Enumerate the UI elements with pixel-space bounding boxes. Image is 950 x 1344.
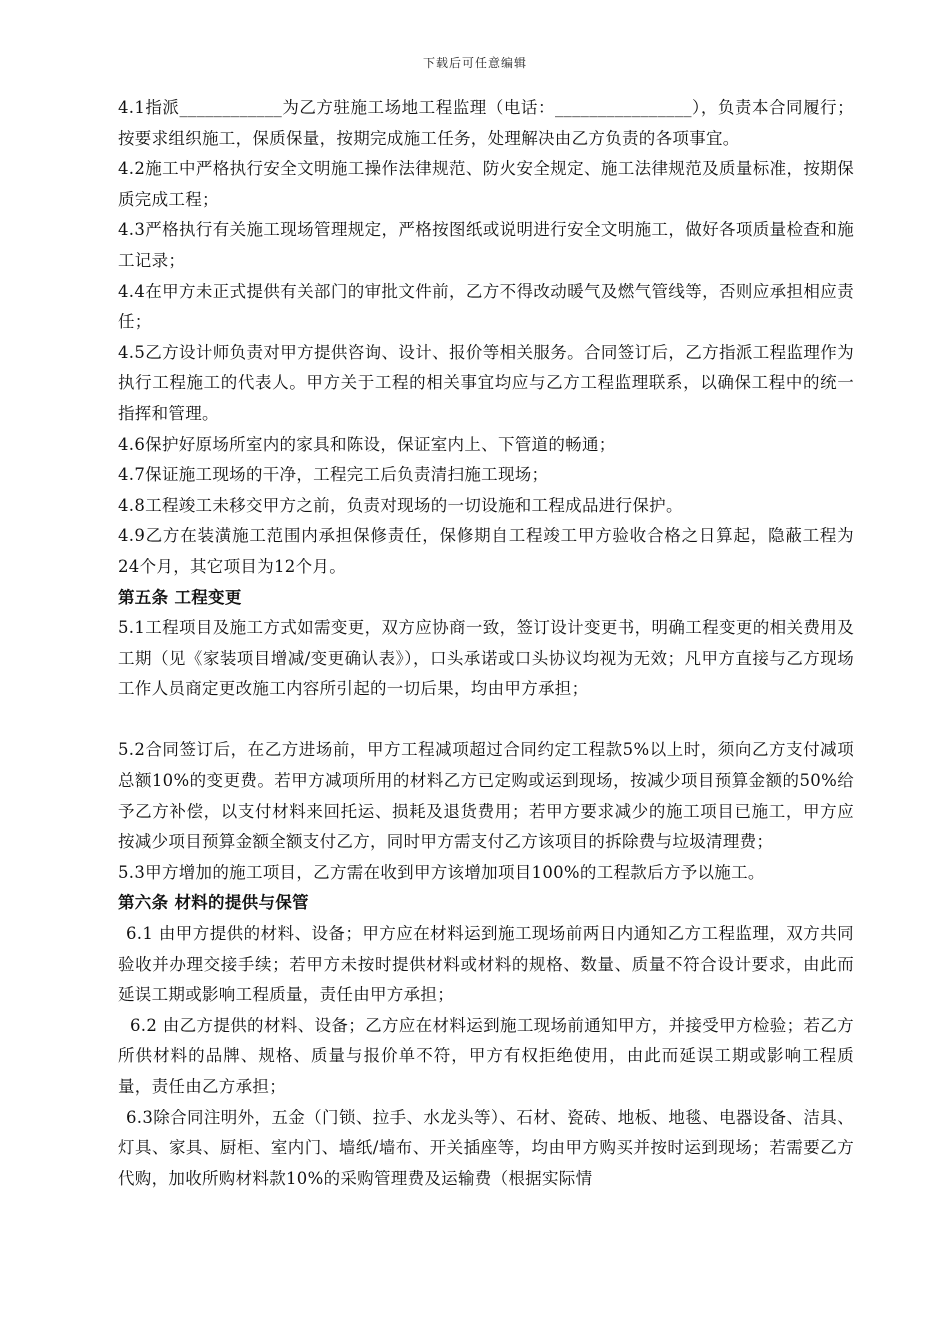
page-header: 下载后可任意编辑 (422, 56, 527, 70)
clause-4-5: 4.5乙方设计师负责对甲方提供咨询、设计、报价等相关服务。合同签订后，乙方指派工程监理作为执行工程施工的代表人。甲方关于工程的相关事宜均应与乙方工程监理联系，以确保工程中的统一指挥和管理。 (118, 342, 854, 423)
clause-4-9: 4.9乙方在装潢施工范围内承担保修责任，保修期自工程竣工甲方验收合格之日算起，隐蔽工程为24个月，其它项目为12个月。 (118, 526, 854, 576)
clause-5-3: 5.3甲方增加的施工项目，乙方需在收到甲方该增加项目100%的工程款后方予以施工。 (118, 862, 765, 882)
section-6-title: 第六条 材料的提供与保管 (118, 893, 309, 913)
clause-4-8: 4.8工程竣工未移交甲方之前，负责对现场的一切设施和工程成品进行保护。 (118, 495, 683, 515)
clause-6-2: 6.2 由乙方提供的材料、设备；乙方应在材料运到施工现场前通知甲方，并接受甲方检验；若乙方所供材料的品牌、规格、质量与报价单不符，甲方有权拒绝使用，由此而延误工期或影响工程质量，责任由乙方承担； (118, 1015, 854, 1096)
clause-4-3: 4.3严格执行有关施工现场管理规定，严格按图纸或说明进行安全文明施工，做好各项质量检查和施工记录； (118, 220, 854, 270)
clause-4-4: 4.4在甲方未正式提供有关部门的审批文件前，乙方不得改动暖气及燃气管线等，否则应承担相应责任； (118, 281, 854, 332)
clause-5-2: 5.2合同签订后，在乙方进场前，甲方工程减项超过合同约定工程款5%以上时，须向乙方支付减项总额10%的变更费。若甲方减项所用的材料乙方已定购或运到现场，按减少项目预算金额的50%给予乙方补偿，以支付材料来回托运、损耗及退货费用；若甲方要求减少的施工项目已施工，甲方应按减少项目预算金额全额支付乙方，同时甲方需支付乙方该项目的拆除费与垃圾清理费； (118, 740, 854, 852)
clause-4-2: 4.2施工中严格执行安全文明施工操作法律规范、防火安全规定、施工法律规范及质量标准，按期保质完成工程； (118, 159, 854, 209)
clause-6-1: 6.1 由甲方提供的材料、设备；甲方应在材料运到施工现场前两日内通知乙方工程监理，双方共同验收并办理交接手续；若甲方未按时提供材料或材料的规格、数量、质量不符合设计要求，由此而延误工期或影响工程质量，责任由甲方承担； (118, 924, 854, 1005)
document-body (118, 93, 854, 1194)
blank-line (118, 705, 854, 736)
clause-4-6: 4.6保护好原场所室内的家具和陈设，保证室内上、下管道的畅通； (118, 434, 616, 454)
clause-4-1: 4.1指派____________为乙方驻施工场地工程监理（电话：________________），负责本合同履行；按要求组织施工，保质保量，按期完成施工任务，处理解决由乙方负责的各项事宜。 (118, 98, 854, 148)
clause-4-7: 4.7保证施工现场的干净，工程完工后负责清扫施工现场； (118, 465, 549, 485)
clause-6-3: 6.3除合同注明外，五金（门锁、拉手、水龙头等）、石材、瓷砖、地板、地毯、电器设备、洁具、灯具、家具、厨柜、室内门、墙纸/墙布、开关插座等，均由甲方购买并按时运到现场；若需要乙方代购，加收所购材料款10%的采购管理费及运输费（根据实际情 (118, 1107, 854, 1188)
clause-5-1: 5.1工程项目及施工方式如需变更，双方应协商一致，签订设计变更书，明确工程变更的相关费用及工期（见《家装项目增减/变更确认表》），口头承诺或口头协议均视为无效；凡甲方直接与乙方现场工作人员商定更改施工内容所引起的一切后果，均由甲方承担； (118, 618, 854, 699)
section-5-title: 第五条 工程变更 (118, 587, 242, 607)
